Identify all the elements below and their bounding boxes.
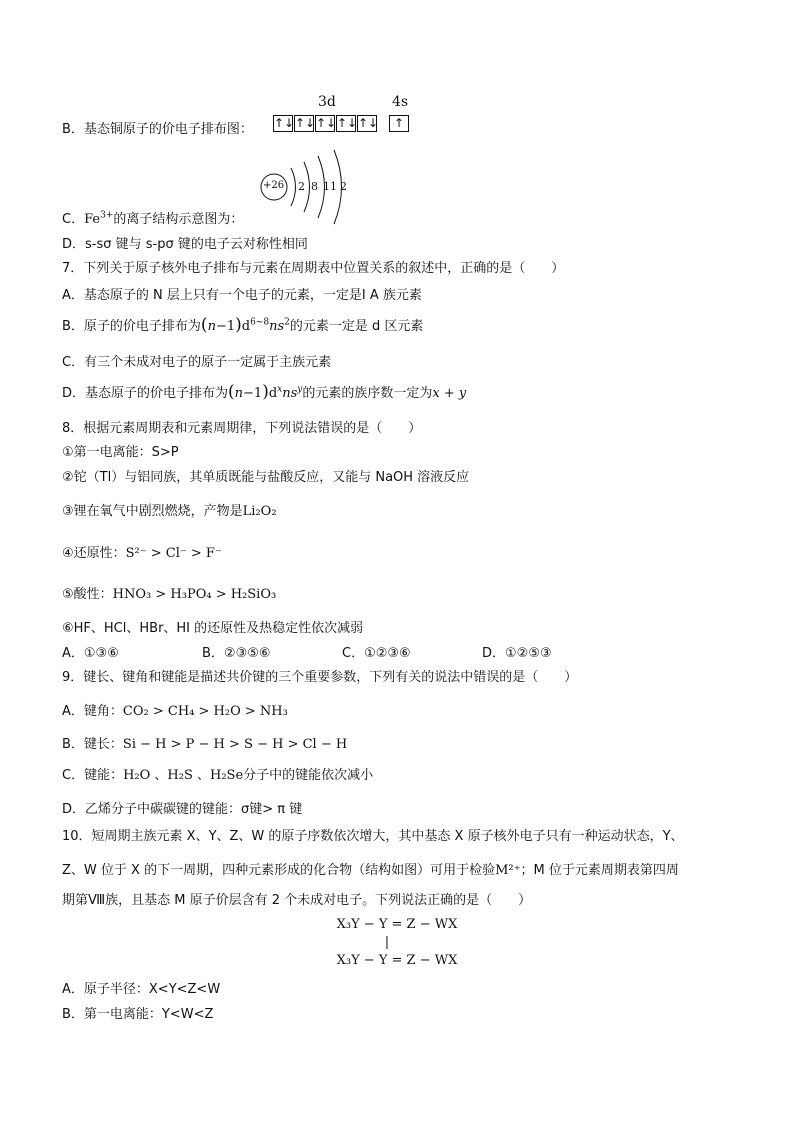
- q7-option-d: D．基态原子的价电子排布为$(n-1)d^xns^y$的元素的族序数一定为x + y: [62, 382, 467, 402]
- shell-2-count: 8: [311, 180, 318, 193]
- q10-stem-line-2: Z、W 位于 X 的下一周期，四种元素形成的化合物（结构如图）可用于检验M²⁺；M 位于元素周期表第四周: [62, 863, 679, 878]
- q8-statement-4: ④还原性：S²⁻ > Cl⁻ > F⁻: [62, 546, 222, 561]
- q9-stem: 9．键长、键角和键能是描述共价键的三个重要参数，下列有关的说法中错误的是（ ）: [62, 670, 578, 685]
- q8-statement-6: ⑥HF、HCl、HBr、HI 的还原性及热稳定性依次减弱: [62, 621, 364, 636]
- shell-1-count: 2: [298, 180, 305, 193]
- q10-option-a: A．原子半径：X<Y<Z<W: [62, 982, 221, 997]
- structure-line-bottom: X₃Y − Y = Z − WX: [336, 953, 458, 968]
- label-4s: 4s: [392, 94, 409, 110]
- shell-3-count: 11: [323, 180, 337, 193]
- q7-option-c: C．有三个未成对电子的原子一定属于主族元素: [62, 355, 332, 370]
- orbital-3d-3: ↑↓: [316, 116, 337, 130]
- nucleus-charge: +26: [263, 180, 285, 191]
- q9-option-c: C．键能：H₂O 、H₂S 、H₂Se分子中的键能依次减小: [62, 768, 374, 783]
- q9-option-d: D．乙烯分子中碳碳键的键能：σ键> π 键: [62, 802, 303, 817]
- q8-statement-5: ⑤酸性：HNO₃ > H₃PO₄ > H₂SiO₃: [62, 587, 277, 602]
- structure-line-top: X₃Y − Y = Z − WX: [336, 917, 458, 932]
- q7-stem: 7．下列关于原子核外电子排布与元素在周期表中位置关系的叙述中，正确的是（ ）: [62, 261, 565, 276]
- q8-option-d: D．①②⑤③: [482, 646, 552, 661]
- orbital-3d-4: ↑↓: [337, 116, 358, 130]
- shell-arc-1: [291, 168, 296, 206]
- q8-stem: 8．根据元素周期表和元素周期律，下列说法错误的是（ ）: [62, 421, 422, 436]
- q8-statement-1: ①第一电离能：S>P: [62, 445, 179, 460]
- orbital-3d-5: ↑↓: [358, 116, 379, 130]
- orbital-3d-2: ↑↓: [295, 116, 316, 130]
- q7-option-a: A．基态原子的 N 层上只有一个电子的元素，一定是Ⅰ A 族元素: [62, 288, 422, 303]
- q6-option-c: C．$Fe^{3+}$的离子结构示意图为：: [62, 210, 244, 227]
- q8-statement-3: ③锂在氧气中剧烈燃烧，产物是Li₂O₂: [62, 504, 277, 519]
- q8-option-a: A．①③⑥: [62, 646, 119, 661]
- structure-bond: |: [384, 935, 390, 950]
- q10-stem-line-3: 期第Ⅷ族，且基态 M 原子价层含有 2 个未成对电子。下列说法正确的是（ ）: [62, 893, 532, 908]
- q10-option-b: B．第一电离能：Y<W<Z: [62, 1007, 214, 1022]
- q10-stem-line-1: 10．短周期主族元素 X、Y、Z、W 的原子序数依次增大，其中基态 X 原子核外电子只有一种运动状态，Y、: [62, 829, 684, 844]
- q8-statement-2: ②铊（Tl）与铝同族，其单质既能与盐酸反应，又能与 NaOH 溶液反应: [62, 470, 470, 485]
- q7-option-b: B．原子的价电子排布为$(n-1)d^{6\sim 8}ns^2$的元素一定是 d 区元素: [62, 315, 424, 335]
- q9-option-a: A．键角：CO₂ > CH₄ > H₂O > NH₃: [62, 704, 288, 719]
- orbital-4s: ↑: [389, 115, 409, 132]
- q8-option-b: B．②③⑤⑥: [202, 646, 271, 661]
- orbital-3d-1: ↑↓: [274, 116, 295, 130]
- q6-option-b: B．基态铜原子的价电子排布图：: [62, 122, 253, 137]
- q6-option-d: D．s-sσ 键与 s-pσ 键的电子云对称性相同: [62, 237, 308, 252]
- shell-4-count: 2: [340, 180, 347, 193]
- q8-option-c: C．①②③⑥: [342, 646, 411, 661]
- label-3d: 3d: [318, 94, 336, 110]
- q9-option-b: B．键长：Si − H > P − H > S − H > Cl − H: [62, 737, 348, 752]
